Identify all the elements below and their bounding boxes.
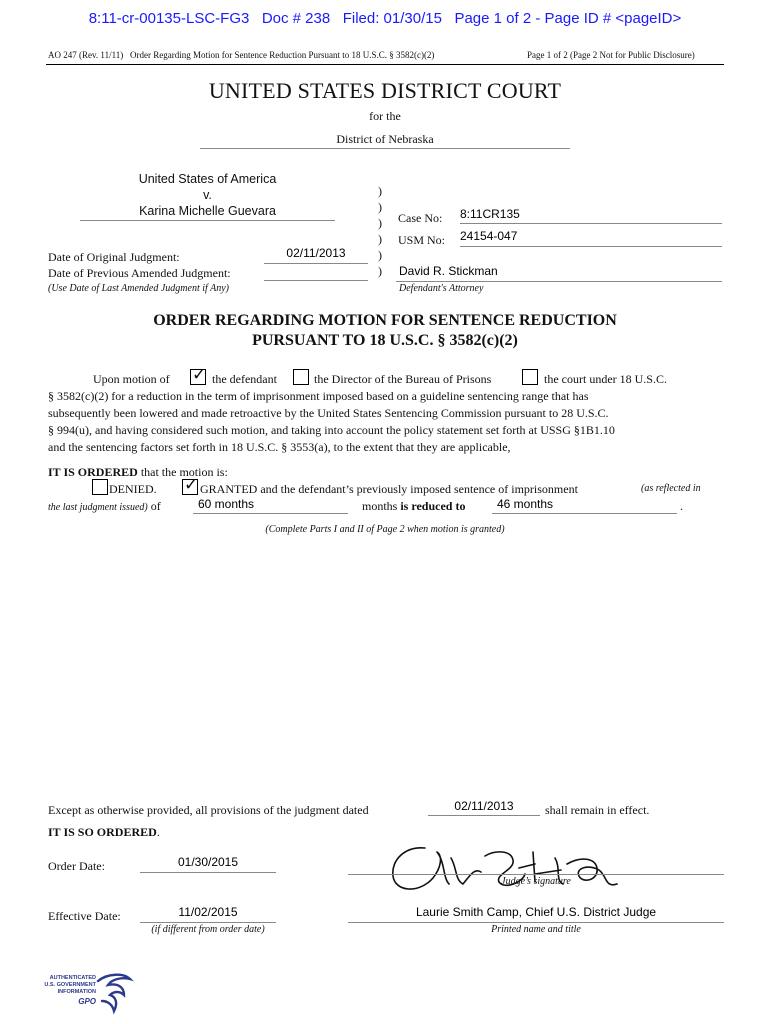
it-is-ordered: IT IS ORDERED (48, 465, 138, 479)
order-date-label: Order Date: (48, 859, 105, 873)
header-rule (46, 64, 724, 65)
plaintiff-name: United States of America (138, 172, 277, 186)
order-date-field[interactable]: 01/30/2015 (140, 855, 276, 873)
amended-judgment-field[interactable] (264, 266, 368, 281)
original-judgment-field[interactable]: 02/11/2013 (264, 246, 368, 264)
gpo-text-4: GPO (78, 997, 96, 1006)
of-word: of (147, 499, 161, 513)
so-ordered-line (48, 824, 160, 841)
electronic-filing-stamp: 8:11-cr-00135-LSC-FG3 Doc # 238 Filed: 01/30/15 Page 1 of 2 - Page ID # <pageID> (88, 10, 682, 27)
caption-paren-4: ) (378, 232, 382, 246)
caption-paren-6: ) (378, 264, 382, 278)
it-is-ordered-line (48, 464, 228, 481)
granted-label: GRANTED and the defendant’s previously imposed sentence of imprisonment (200, 482, 578, 496)
complete-parts-note: (Complete Parts I and II of Page 2 when motion is granted) (265, 524, 505, 535)
gpo-authentication-seal (44, 973, 134, 1017)
denied-label: DENIED. (109, 482, 157, 496)
motion-line-5: and the sentencing factors set forth in 18 U.S.C. § 3553(a), to the extent that they are applicable, (48, 440, 511, 454)
option-court-label: the court under 18 U.S.C. (544, 372, 667, 386)
as-reflected-note-2: the last judgment issued) (48, 502, 148, 513)
remain-in-effect: shall remain in effect. (545, 803, 650, 817)
defendant-name: Karina Michelle Guevara (80, 204, 335, 221)
checkbox-bureau-of-prisons[interactable] (293, 369, 309, 385)
attorney-label: Defendant's Attorney (399, 283, 484, 294)
upon-motion-of: Upon motion of (93, 372, 170, 386)
caption-paren-1: ) (378, 184, 382, 198)
case-no-label: Case No: (398, 211, 443, 225)
effective-date-field[interactable]: 11/02/2015 (140, 905, 276, 923)
case-no-field[interactable]: 8:11CR135 (460, 207, 722, 224)
checkmark-icon: ✓ (192, 365, 207, 385)
amended-judgment-note: (Use Date of Last Amended Judgment if Any) (48, 283, 229, 294)
gpo-text-2: U.S. GOVERNMENT (44, 982, 96, 988)
versus: v. (203, 188, 212, 202)
caption-paren-2: ) (378, 200, 382, 214)
original-judgment-label: Date of Original Judgment: (48, 250, 180, 264)
motion-line-2: § 3582(c)(2) for a reduction in the term of imprisonment imposed based on a guideline sentencing range that has (48, 389, 589, 403)
form-page-note: Page 1 of 2 (Page 2 Not for Public Disclosure) (527, 50, 695, 60)
sentence-line (48, 498, 161, 516)
caption-paren-5: ) (378, 248, 382, 262)
caption-paren-3: ) (378, 216, 382, 230)
judge-name-field[interactable]: Laurie Smith Camp, Chief U.S. District Judge (348, 905, 724, 923)
months-word: months (362, 499, 398, 513)
court-district: District of Nebraska (200, 132, 570, 149)
is-reduced-to: is reduced to (400, 499, 466, 513)
printed-name-label: Printed name and title (491, 924, 581, 935)
checkmark-icon: ✓ (184, 475, 199, 495)
sentence-period: . (680, 499, 683, 513)
order-title-line2: PURSUANT TO 18 U.S.C. § 3582(c)(2) (252, 332, 518, 349)
previous-sentence-field[interactable]: 60 months (193, 497, 348, 514)
judge-signature-label: Judge’s signature (501, 876, 571, 887)
option-defendant-label: the defendant (212, 372, 277, 386)
checkbox-granted[interactable] (182, 475, 199, 495)
form-id: AO 247 (Rev. 11/11) Order Regarding Motion for Sentence Reduction Pursuant to 18 U.S.C. § 3582(c)(2) (48, 50, 435, 60)
gpo-text-3: INFORMATION (57, 989, 96, 995)
usm-no-label: USM No: (398, 233, 446, 247)
motion-line-4: § 994(u), and having considered such motion, and taking into account the policy statement set forth at USSG §1B1.10 (48, 423, 615, 437)
attorney-field[interactable]: David R. Stickman (396, 264, 722, 282)
court-for-the: for the (369, 109, 401, 123)
effective-date-note: (if different from order date) (151, 924, 265, 935)
amended-judgment-label: Date of Previous Amended Judgment: (48, 266, 231, 280)
motion-line-3: subsequently been lowered and made retroactive by the United States Sentencing Commission pursuant to 28 U.S.C. (48, 406, 609, 420)
judgment-dated-field[interactable]: 02/11/2013 (428, 799, 540, 816)
it-is-so-ordered: IT IS SO ORDERED (48, 825, 157, 839)
gpo-eagle-icon (94, 971, 134, 1015)
judge-signature (385, 838, 625, 898)
option-bop-label: the Director of the Bureau of Prisons (314, 372, 492, 386)
checkbox-denied[interactable] (92, 479, 108, 495)
motion-is-text: that the motion is: (137, 465, 228, 479)
gpo-text-1: AUTHENTICATED (49, 975, 96, 981)
checkbox-court[interactable] (522, 369, 538, 385)
except-text: Except as otherwise provided, all provisions of the judgment dated (48, 803, 369, 817)
usm-no-field[interactable]: 24154-047 (460, 229, 722, 247)
checkbox-defendant[interactable] (190, 365, 207, 385)
as-reflected-note-1: (as reflected in (641, 483, 701, 494)
so-ordered-period: . (156, 825, 160, 839)
order-title-line1: ORDER REGARDING MOTION FOR SENTENCE REDUCTION (153, 312, 617, 329)
effective-date-label: Effective Date: (48, 909, 121, 923)
new-sentence-field[interactable]: 46 months (492, 497, 677, 514)
reduced-to-line (362, 498, 465, 515)
judge-signature-line[interactable] (348, 873, 724, 875)
court-title: UNITED STATES DISTRICT COURT (208, 78, 562, 103)
